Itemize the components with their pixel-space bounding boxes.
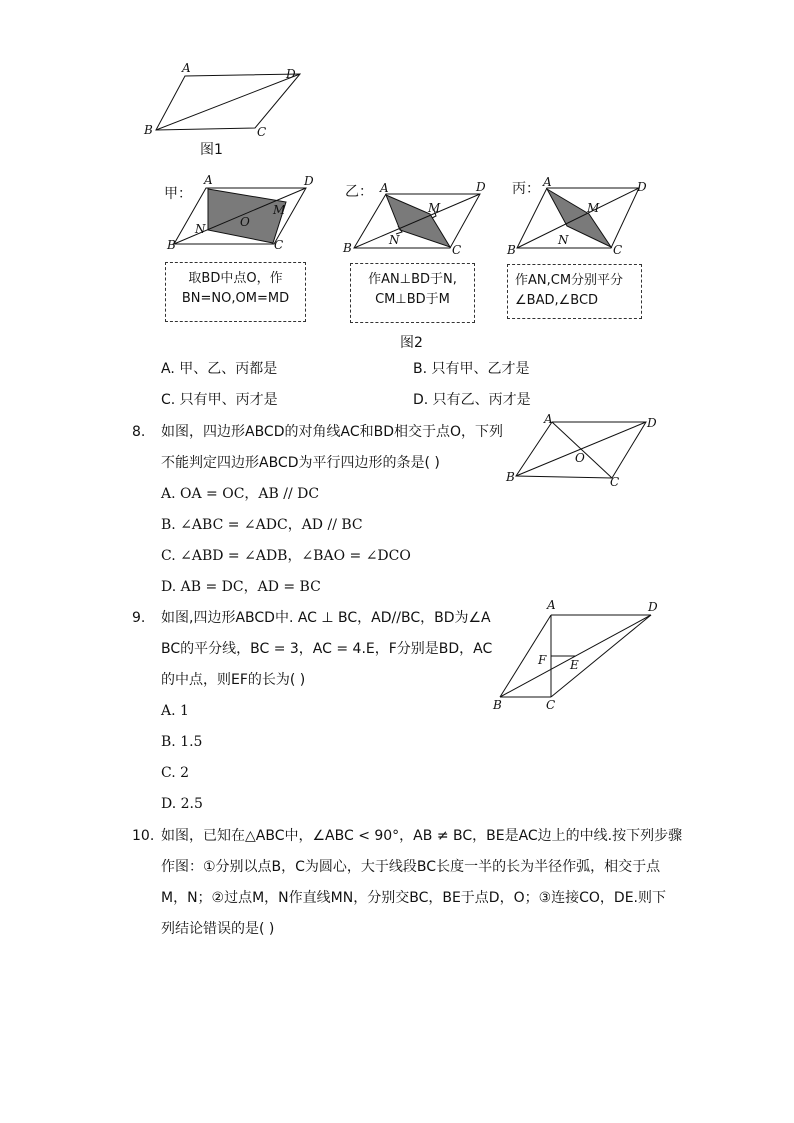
jia-method-line2: BN=NO,OM=MD xyxy=(181,291,290,306)
q8-label-A: A xyxy=(544,412,553,426)
q9-option-a[interactable]: A. 1 xyxy=(161,703,189,719)
q8-option-c[interactable]: C. ∠ABD = ∠ADB，∠BAO = ∠DCO xyxy=(161,548,411,564)
q9-label-C: C xyxy=(546,698,556,712)
bing-label: 丙： xyxy=(512,181,540,197)
q10-number: 10. xyxy=(132,828,155,844)
yi-label-D: D xyxy=(476,180,486,194)
yi-method-line2: CM⊥BD于M xyxy=(375,292,450,307)
bing-label-D: D xyxy=(637,180,647,194)
bing-label-N: N xyxy=(558,233,569,247)
fig1-label-B: B xyxy=(144,123,153,137)
bing-method-line2: ∠BAD,∠BCD xyxy=(515,293,599,308)
jia-label: 甲： xyxy=(164,186,192,202)
q9-label-A: A xyxy=(547,598,556,612)
yi-label-A: A xyxy=(380,181,389,195)
q9-number: 9. xyxy=(132,610,146,626)
q9-label-E: E xyxy=(570,658,579,672)
jia-label-N: N xyxy=(195,222,206,236)
figure-2-caption: 图2 xyxy=(400,335,423,351)
bing-method-box xyxy=(507,264,642,319)
q8-label-C: C xyxy=(610,475,620,489)
q9-stem-line3: 的中点，则EF的长为( ) xyxy=(161,672,306,688)
jia-label-C: C xyxy=(274,238,284,252)
jia-method-box xyxy=(165,262,306,322)
q9-option-c[interactable]: C. 2 xyxy=(161,765,190,781)
bing-label-M: M xyxy=(587,201,600,215)
q8-option-a[interactable]: A. OA = OC，AB // DC xyxy=(161,486,320,502)
q9-stem-line1: 如图,四边形ABCD中. AC ⊥ BC，AD//BC，BD为∠A xyxy=(161,610,491,626)
fig1-label-D: D xyxy=(286,67,296,81)
yi-method-line1: 作AN⊥BD于N, xyxy=(368,272,457,287)
jia-label-M: M xyxy=(273,203,286,217)
q7-option-c[interactable]: C. 只有甲、丙才是 xyxy=(161,392,278,408)
q8-option-d[interactable]: D. AB = DC，AD = BC xyxy=(161,579,321,595)
q8-stem-line1: 如图，四边形ABCD的对角线AC和BD相交于点O，下列 xyxy=(161,424,504,440)
q10-stem-line4: 列结论错误的是( ) xyxy=(161,921,275,937)
figure-1-diagram xyxy=(140,60,320,140)
q9-label-F: F xyxy=(538,653,547,667)
jia-label-D: D xyxy=(304,174,314,188)
bing-diagram xyxy=(505,174,660,256)
fig1-label-A: A xyxy=(182,61,191,75)
jia-method-line1: 取BD中点O，作 xyxy=(188,271,283,286)
q7-option-d[interactable]: D. 只有乙、丙才是 xyxy=(413,392,531,408)
q9-stem-line2: BC的平分线，BC = 3，AC = 4.E，F分别是BD，AC xyxy=(161,641,493,657)
q8-stem-line2: 不能判定四边形ABCD为平行四边形的条是( ) xyxy=(161,455,440,471)
yi-label-M: M xyxy=(428,201,441,215)
q9-option-b[interactable]: B. 1.5 xyxy=(161,734,203,750)
jia-label-A: A xyxy=(204,173,213,187)
jia-label-O: O xyxy=(240,215,250,229)
q8-label-O: O xyxy=(575,451,585,465)
bing-method-line1: 作AN,CM分别平分 xyxy=(515,273,624,288)
fig1-label-C: C xyxy=(257,125,267,139)
q10-stem-line3: M，N；②过点M，N作直线MN，分别交BC，BE于点D，O；③连接CO，DE.则下 xyxy=(161,890,667,906)
q7-option-a[interactable]: A. 甲、乙、丙都是 xyxy=(161,361,278,377)
bing-label-C: C xyxy=(613,243,623,256)
figure-1-caption: 图1 xyxy=(200,142,223,158)
q9-label-B: B xyxy=(493,698,502,712)
yi-label-B: B xyxy=(343,241,352,255)
q8-label-B: B xyxy=(506,470,515,484)
q9-option-d[interactable]: D. 2.5 xyxy=(161,796,203,812)
bing-label-A: A xyxy=(543,175,552,189)
q9-diagram xyxy=(488,597,663,715)
yi-label: 乙： xyxy=(345,184,373,200)
jia-diagram xyxy=(160,172,325,252)
bing-label-B: B xyxy=(507,243,516,256)
yi-label-N: N xyxy=(389,233,400,247)
q8-label-D: D xyxy=(647,416,657,430)
q8-option-b[interactable]: B. ∠ABC = ∠ADC，AD // BC xyxy=(161,517,363,533)
yi-diagram xyxy=(340,176,500,256)
yi-method-box xyxy=(350,263,475,323)
q10-stem-line1: 如图，已知在△ABC中，∠ABC < 90°，AB ≠ BC，BE是AC边上的中线.按下列步骤 xyxy=(161,828,683,844)
q7-option-b[interactable]: B. 只有甲、乙才是 xyxy=(413,361,530,377)
q8-diagram xyxy=(500,410,665,490)
q9-label-D: D xyxy=(648,600,658,614)
q8-number: 8. xyxy=(132,424,146,440)
jia-label-B: B xyxy=(167,238,176,252)
q10-stem-line2: 作图：①分别以点B，C为圆心，大于线段BC长度一半的长为半径作弧，相交于点 xyxy=(161,859,661,875)
yi-label-C: C xyxy=(452,243,462,256)
